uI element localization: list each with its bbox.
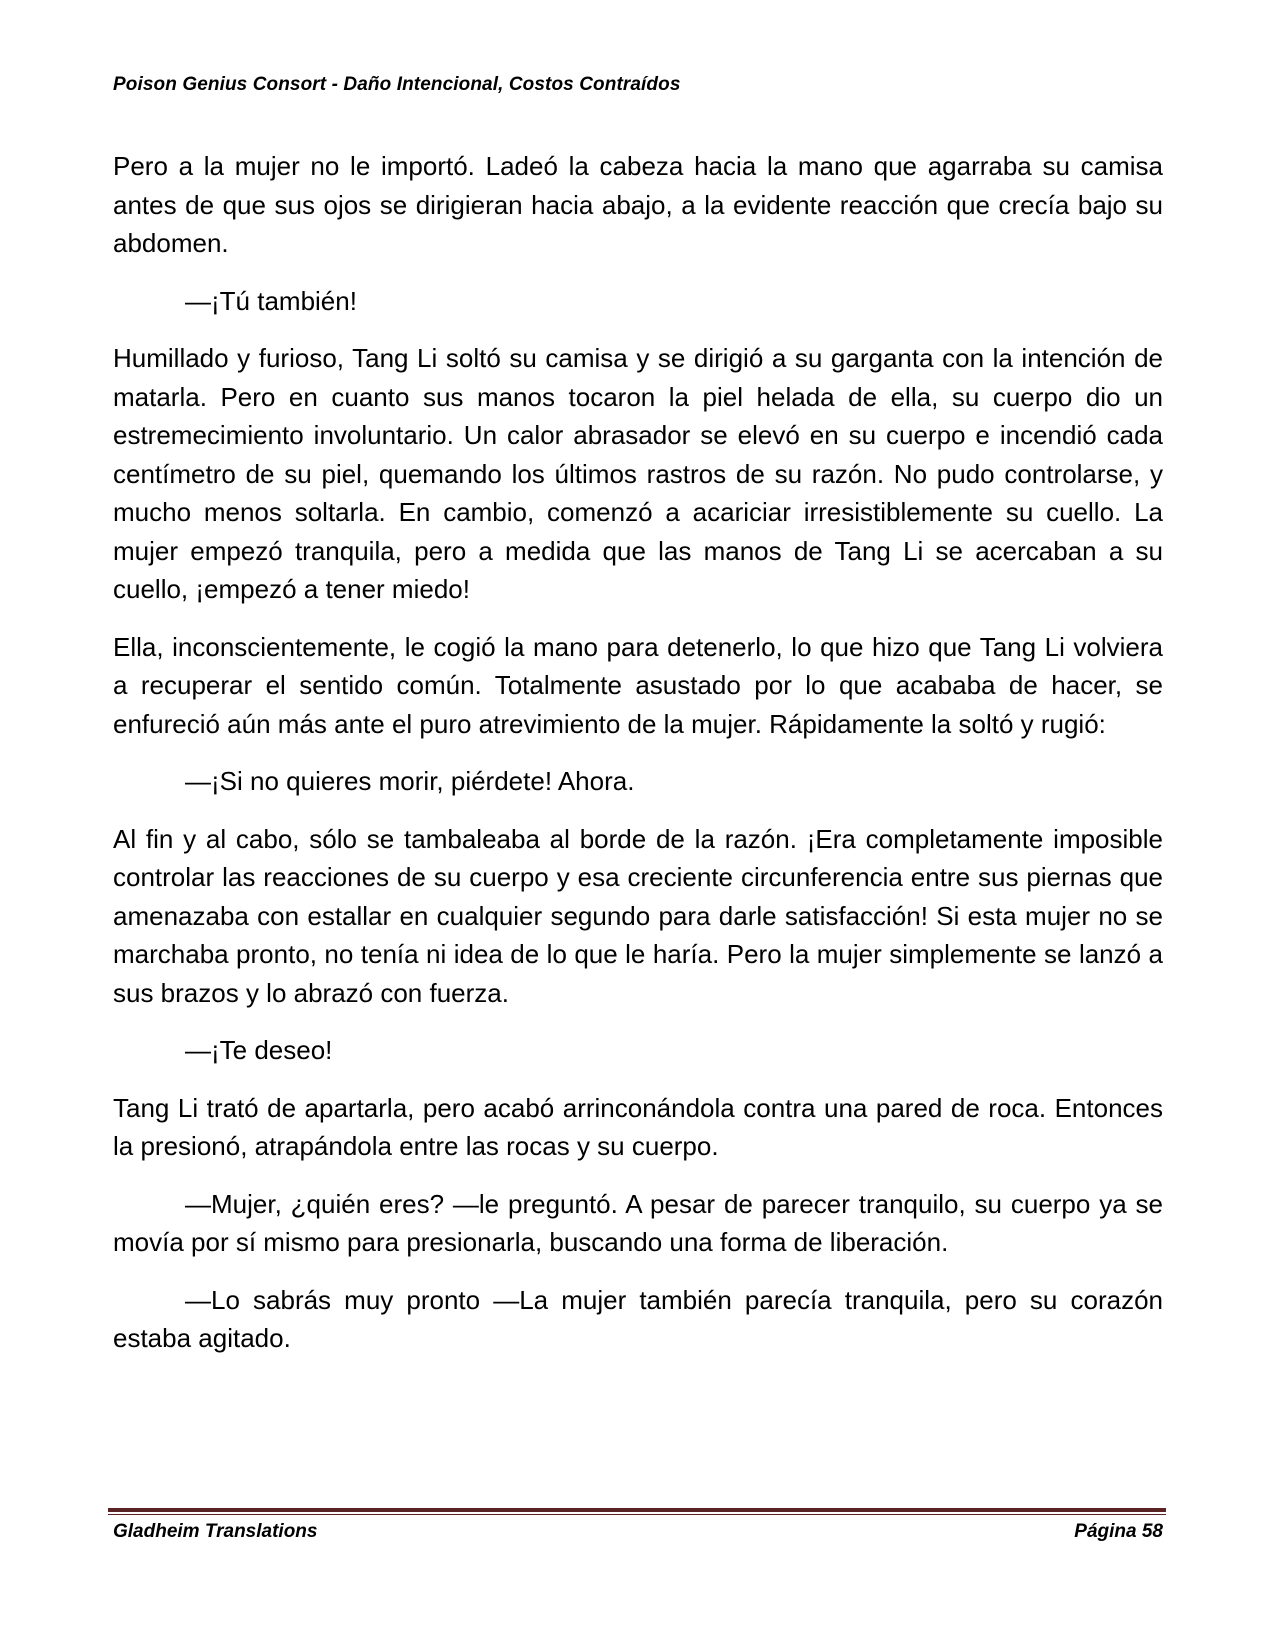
paragraph-3: Humillado y furioso, Tang Li soltó su camisa y se dirigió a su garganta con la intención de matarla. Pero en cuanto sus manos tocaron la piel helada de ella, su cuerpo dio un estremecimiento involuntario. Un calor abrasador se elevó en su cuerpo e incendió cada centímetro de su piel, quemando los últimos rastros de su razón. No pudo controlarse, y mucho menos soltarla. En cambio, comenzó a acariciar irresistiblemente su cuello. La mujer empezó tranquila, pero a medida que las manos de Tang Li se acercaban a su cuello, ¡empezó a tener miedo! bbox=[113, 343, 1163, 604]
paragraph-9: —Mujer, ¿quién eres? —le preguntó. A pesar de parecer tranquilo, su cuerpo ya se movía por sí mismo para presionarla, buscando una forma de liberación. bbox=[113, 1188, 1163, 1257]
paragraph-5: —¡Si no quieres morir, piérdete! Ahora. bbox=[185, 766, 635, 796]
footer-page-number: Página 58 bbox=[1074, 1521, 1163, 1542]
paragraph-6: Al fin y al cabo, sólo se tambaleaba al borde de la razón. ¡Era completamente imposible controlar las reacciones de su cuerpo y esa creciente circunferencia entre sus piernas que amenazaba con estallar en cualquier segundo para darle satisfacción! Si esta mujer no se marchaba pronto, no tenía ni idea de lo que le haría. Pero la mujer simplemente se lanzó a sus brazos y lo abrazó con fuerza. bbox=[113, 823, 1163, 1008]
paragraph-10: —Lo sabrás muy pronto —La mujer también parecía tranquila, pero su corazón estaba agitado. bbox=[113, 1284, 1163, 1353]
paragraph-2: —¡Tú también! bbox=[185, 285, 357, 316]
paragraph-8: Tang Li trató de apartarla, pero acabó arrinconándola contra una pared de roca. Entonces la presionó, atrapándola entre las rocas y su cuerpo. bbox=[113, 1092, 1163, 1161]
paragraph-1: Pero a la mujer no le importó. Ladeó la cabeza hacia la mano que agarraba su camisa antes de que sus ojos se dirigieran hacia abajo, a la evidente reacción que crecía bajo su abdomen. bbox=[113, 151, 1163, 258]
page-header: Poison Genius Consort - Daño Intencional, Costos Contraídos bbox=[113, 74, 681, 95]
paragraph-7: —¡Te deseo! bbox=[185, 1035, 333, 1065]
page-body bbox=[113, 147, 1163, 1377]
paragraph-4: Ella, inconscientemente, le cogió la mano para detenerlo, lo que hizo que Tang Li volviera a recuperar el sentido común. Totalmente asustado por lo que acababa de hacer, se enfureció aún más ante el puro atrevimiento de la mujer. Rápidamente la soltó y rugió: bbox=[113, 631, 1163, 739]
footer-publisher: Gladheim Translations bbox=[113, 1521, 318, 1542]
